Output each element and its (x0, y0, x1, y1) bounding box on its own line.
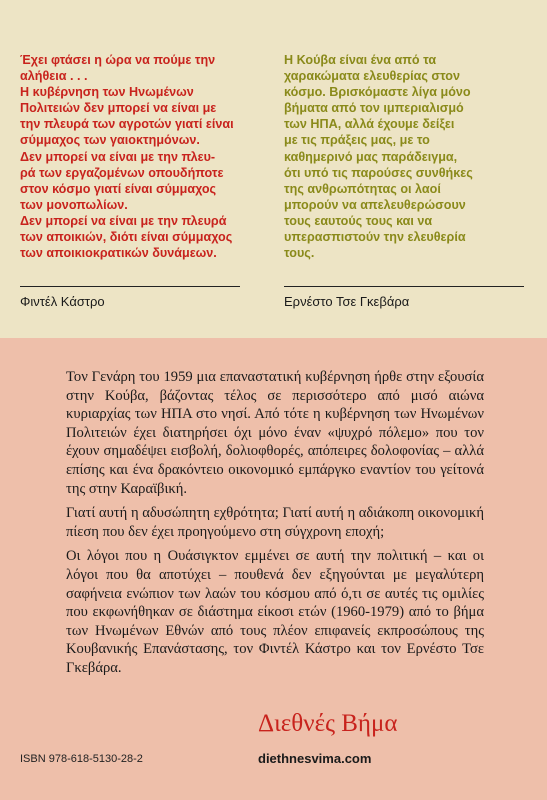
blurb (66, 368, 484, 684)
guevara-divider (284, 286, 524, 287)
publisher-logo: Διεθνές Βήμα (258, 710, 398, 737)
castro-quote (20, 52, 250, 261)
guevara-quote (284, 52, 524, 261)
guevara-quote-line: τους. (284, 246, 315, 261)
guevara-quote-line: βήματα από τον ιμπεριαλισμό (284, 101, 464, 116)
castro-quote-line: Δεν μπορεί να είναι με την πλευρά (20, 213, 227, 228)
quotes-panel (0, 0, 547, 338)
guevara-quote-line: χαρακώματα ελευθερίας στον (284, 69, 461, 84)
castro-quote-line: την πλευρά των αγροτών γιατί είναι (20, 117, 234, 132)
guevara-quote-line: κόσμο. Βρισκόμαστε λίγα μόνο (284, 85, 471, 100)
castro-quote-line: στον κόσμο γιατί είναι σύμμαχος (20, 181, 217, 196)
castro-quote-line: Δεν μπορεί να είναι με την πλευ- (20, 149, 216, 164)
blurb-paragraph: Οι λόγοι που η Ουάσιγκτον εμμένει σε αυτή την πολιτική – και οι λόγοι που θα αποτύχει – πουθενά δεν εξηγούνται με μεγαλύτερη σαφήνεια ενώπιον των λαών του κόσμου από ό,τι σε αυτές τις ομιλίες που εκφωνήθηκαν σε διάστημα είκοσι ετών (1960-1979) από το βήμα των Ηνωμένων Εθνών από τους πλέον επιφανείς εκπροσώπους της Κουβανικής Επανάστασης, τον Φιντέλ Κάστρο και τον Ερνέστο Τσε Γκεβάρα. (66, 548, 484, 676)
guevara-quote-line: τους εαυτούς τους και να (284, 213, 433, 228)
guevara-quote-line: υπερασπιστούν την ελευθερία (284, 230, 466, 245)
castro-quote-line: ρά των εργαζομένων οπουδήποτε (20, 165, 224, 180)
castro-quote-line: των αποικιών, διότι είναι σύμμαχος (20, 230, 233, 245)
guevara-quote-line: μπορούν να απελευθερώσουν (284, 197, 466, 212)
guevara-quote-line: ότι υπό τις παρούσες συνθήκες (284, 165, 473, 180)
guevara-quote-line: των ΗΠΑ, αλλά έχουμε δείξει (284, 117, 455, 132)
castro-quote-line: των μονοπωλίων. (20, 197, 128, 212)
castro-divider (20, 286, 240, 287)
blurb-paragraph: Τον Γενάρη του 1959 μια επαναστατική κυβέρνηση ήρθε στην εξουσία στην Κούβα, βάζοντας τέλος σε περισσότερο από μισό αιώνα κυριαρχίας των ΗΠΑ στο νησί. Από τότε η κυβέρνηση των Ηνωμένων Πολιτειών έχει διατηρήσει όχι μόνο έναν «ψυχρό πόλεμο» που τον έχουν σημαδέψει εισβολή, δολιοφθορές, απόπειρες δολοφονίας – αλλά επίσης και ένα δρακόντειο οικονομικό εμπάργκο εναντίον του γείτονά της στην Καραϊβική. (66, 369, 484, 497)
guevara-quote-line: καθημερινό μας παράδειγμα, (284, 149, 458, 164)
castro-quote-line: Έχει φτάσει η ώρα να πούμε την (20, 53, 216, 67)
castro-quote-line: των αποικιοκρατικών δυνάμεων. (20, 246, 217, 261)
castro-quote-line: Πολιτειών δεν μπορεί να είναι με (20, 101, 217, 116)
guevara-quote-line: της ανθρωπότητας οι λαοί (284, 181, 441, 196)
guevara-quote-line: Η Κούβα είναι ένα από τα (284, 53, 437, 67)
guevara-author: Ερνέστο Τσε Γκεβάρα (284, 294, 410, 309)
blurb-paragraph: Γιατί αυτή η αδυσώπητη εχθρότητα; Γιατί αυτή η αδιάκοπη οικονομική πίεση που δεν έχει προηγούμενο στη σύγχρονη εποχή; (66, 505, 484, 540)
castro-quote-line: αλήθεια . . . (20, 69, 88, 84)
castro-quote-line: σύμμαχος των γαιοκτημόνων. (20, 133, 200, 148)
isbn: ISBN 978-618-5130-28-2 (20, 753, 143, 765)
guevara-quote-line: με τις πράξεις μας, με το (284, 133, 430, 148)
castro-author: Φιντέλ Κάστρο (20, 294, 105, 309)
castro-quote-line: Η κυβέρνηση των Ηνωμένων (20, 85, 194, 100)
publisher-url: diethnesvima.com (258, 751, 372, 766)
